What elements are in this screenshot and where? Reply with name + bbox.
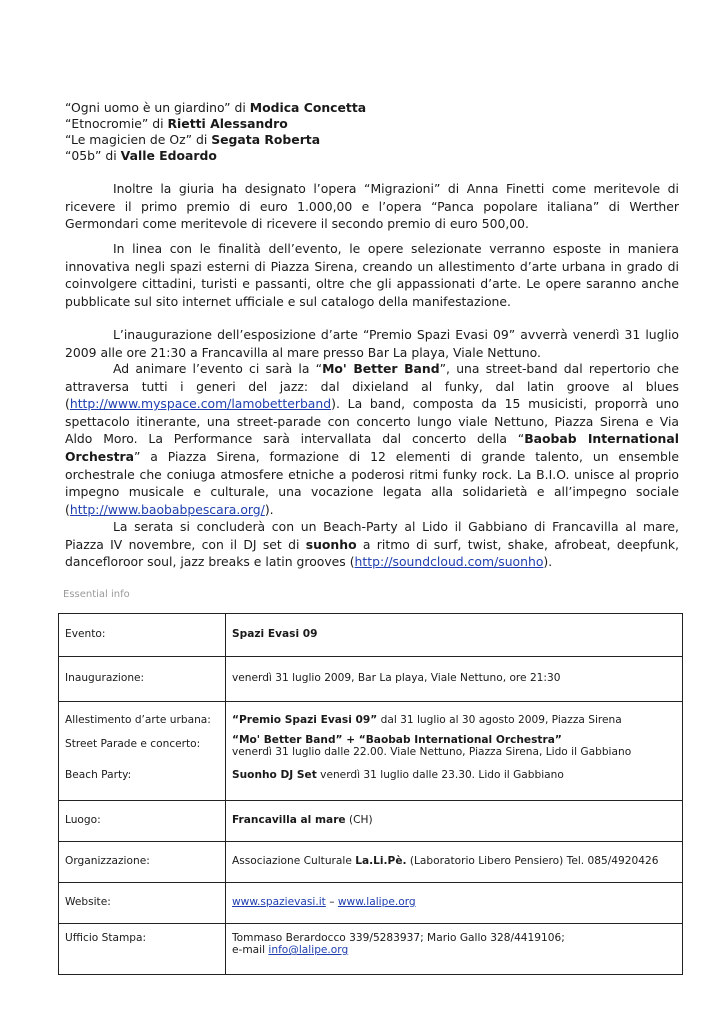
work-title: “Ogni uomo è un giardino” bbox=[65, 100, 231, 115]
row-value bbox=[226, 702, 683, 801]
work-by: di bbox=[101, 148, 121, 163]
beach-party-paragraph bbox=[65, 518, 679, 571]
text-run: ). La band, composta da 15 musicisti, proporrà uno spettacolo itinerante, una street-parade con concerto lungo viale Nettuno, Piazza Sirena e Via Aldo Moro. La Performance sarà intervallata dal concerto della “ bbox=[65, 396, 679, 447]
value-text: Tommaso Berardocco 339/5283937; Mario Gallo 328/4419106; bbox=[232, 932, 565, 944]
band-paragraph bbox=[65, 360, 679, 518]
work-author: Segata Roberta bbox=[211, 132, 321, 147]
text-run: ” a Piazza Sirena, formazione di 12 elementi di grande talento, un ensemble orchestrale che coniuga atmosfere etniche a poderosi ritmi funky rock. La B.I.O. unisce al proprio impegno musicale e culturale, una vocazione legata alla solidarietà e all’impegno sociale ( bbox=[65, 448, 679, 517]
work-item bbox=[65, 132, 366, 148]
row-value bbox=[226, 801, 683, 842]
value-text: Associazione Culturale bbox=[232, 855, 356, 867]
work-author: Rietti Alessandro bbox=[167, 116, 288, 131]
value-text: dal 31 luglio al 30 agosto 2009, Piazza Sirena bbox=[377, 714, 622, 726]
work-item bbox=[65, 116, 366, 132]
label-text: Ufficio Stampa: bbox=[65, 932, 147, 944]
inauguration-paragraph: L’inaugurazione dell’esposizione d’arte “Premio Spazi Evasi 09” avverrà venerdì 31 luglio 2009 alle ore 21:30 a Francavilla al mare presso Bar La playa, Viale Nettuno. bbox=[65, 327, 679, 360]
row-value bbox=[226, 924, 683, 975]
essential-info-table bbox=[58, 613, 683, 975]
table-row bbox=[59, 801, 683, 842]
table-row bbox=[59, 924, 683, 975]
text-run: ). bbox=[264, 501, 274, 517]
label-text: Allestimento d’arte urbana: bbox=[65, 714, 211, 726]
value-text: e-mail bbox=[232, 944, 269, 956]
row-value bbox=[226, 614, 683, 657]
table-row bbox=[59, 657, 683, 702]
separator: – bbox=[325, 896, 338, 908]
work-title: “05b” bbox=[65, 148, 102, 163]
band-name: Mo' Better Band bbox=[322, 361, 440, 376]
table-row bbox=[59, 614, 683, 657]
exhibition-title: “Premio Spazi Evasi 09” bbox=[232, 714, 378, 726]
orchestra-name: Baobab International Orchestra bbox=[65, 431, 679, 464]
label-text: Website: bbox=[65, 896, 111, 908]
text-run: a ritmo di surf, twist, shake, afrobeat, deepfunk, dancefloroor soul, jazz breaks e latin grooves ( bbox=[65, 536, 679, 570]
exhibition-paragraph: In linea con le finalità dell’evento, le opere selezionate verranno esposte in maniera innovativa negli spazi esterni di Piazza Sirena, creando un allestimento d’arte urbana in grado di coinvolgere cittadini, turisti e passanti, oltre che gli appassionati d’arte. Le opere saranno anche pubblicate sul sito internet ufficiale e sul catalogo della manifestazione. bbox=[65, 241, 679, 309]
row-label bbox=[59, 702, 226, 801]
soundcloud-link[interactable]: http://soundcloud.com/suonho bbox=[354, 554, 544, 570]
row-label bbox=[59, 614, 226, 657]
label-text: Inaugurazione: bbox=[65, 672, 145, 684]
myspace-link[interactable]: http://www.myspace.com/lamobetterband bbox=[69, 396, 332, 412]
work-by: di bbox=[192, 132, 212, 147]
table-row bbox=[59, 842, 683, 883]
label-text: Street Parade e concerto: bbox=[65, 738, 201, 750]
value-text: (Laboratorio Libero Pensiero) Tel. 085/4920426 bbox=[406, 855, 659, 867]
work-item bbox=[65, 148, 366, 164]
row-label bbox=[59, 924, 226, 975]
row-value bbox=[226, 883, 683, 924]
table-row bbox=[59, 702, 683, 801]
dj-name: suonho bbox=[305, 536, 357, 552]
value-text: venerdì 31 luglio dalle 23.30. Lido il Gabbiano bbox=[316, 769, 564, 781]
email-link[interactable]: info@lalipe.org bbox=[268, 944, 349, 956]
label-text: Evento: bbox=[65, 628, 106, 640]
value-text: venerdì 31 luglio 2009, Bar La playa, Viale Nettuno, ore 21:30 bbox=[232, 672, 561, 684]
selected-works-list bbox=[65, 100, 366, 164]
dj-set-title: Suonho DJ Set bbox=[232, 769, 317, 781]
work-item bbox=[65, 100, 366, 116]
jury-paragraph: Inoltre la giuria ha designato l’opera “Migrazioni” di Anna Finetti come meritevole di ricevere il primo premio di euro 1.000,00 e l’opera “Panca popolare italiana” di Werther Germondari come meritevole di ricevere il secondo premio di euro 500,00. bbox=[65, 181, 679, 232]
spazievasi-link[interactable]: www.spazievasi.it bbox=[232, 896, 326, 908]
work-title: “Le magicien de Oz” bbox=[65, 132, 193, 147]
label-text: Luogo: bbox=[65, 814, 101, 826]
baobab-link[interactable]: http://www.baobabpescara.org/ bbox=[69, 501, 265, 517]
text-run: ). bbox=[543, 554, 553, 570]
work-by: di bbox=[148, 116, 168, 131]
work-title: “Etnocromie” bbox=[65, 116, 149, 131]
label-text: Organizzazione: bbox=[65, 855, 150, 867]
text-run: La serata si concluderà con un Beach-Party al Lido il Gabbiano di Francavilla al mare, Piazza IV novembre, con il DJ set di bbox=[65, 519, 679, 552]
place-name: Francavilla al mare bbox=[232, 814, 346, 826]
row-label bbox=[59, 883, 226, 924]
organization-name: La.Li.Pè. bbox=[355, 855, 407, 867]
lalipe-link[interactable]: www.lalipe.org bbox=[337, 896, 416, 908]
event-name: Spazi Evasi 09 bbox=[232, 628, 318, 640]
label-text: Beach Party: bbox=[65, 769, 132, 781]
value-text: venerdì 31 luglio dalle 22.00. Viale Nettuno, Piazza Sirena, Lido il Gabbiano bbox=[232, 746, 632, 758]
row-label bbox=[59, 657, 226, 702]
row-value bbox=[226, 842, 683, 883]
row-value bbox=[226, 657, 683, 702]
row-label bbox=[59, 842, 226, 883]
text-run: Ad animare l’evento ci sarà la “ bbox=[113, 361, 323, 376]
text-run: ”, una street-band dal repertorio che attraversa tutti i generi del jazz: dal dixieland al funky, dal latin groove al blues ( bbox=[65, 361, 680, 412]
bands-title: “Mo' Better Band” + “Baobab International Orchestra” bbox=[232, 734, 562, 746]
work-author: Valle Edoardo bbox=[120, 148, 217, 163]
essential-info-label: Essential info bbox=[63, 589, 130, 600]
value-text: (CH) bbox=[345, 814, 373, 826]
table-row bbox=[59, 883, 683, 924]
work-by: di bbox=[230, 100, 250, 115]
row-label bbox=[59, 801, 226, 842]
work-author: Modica Concetta bbox=[249, 100, 367, 115]
